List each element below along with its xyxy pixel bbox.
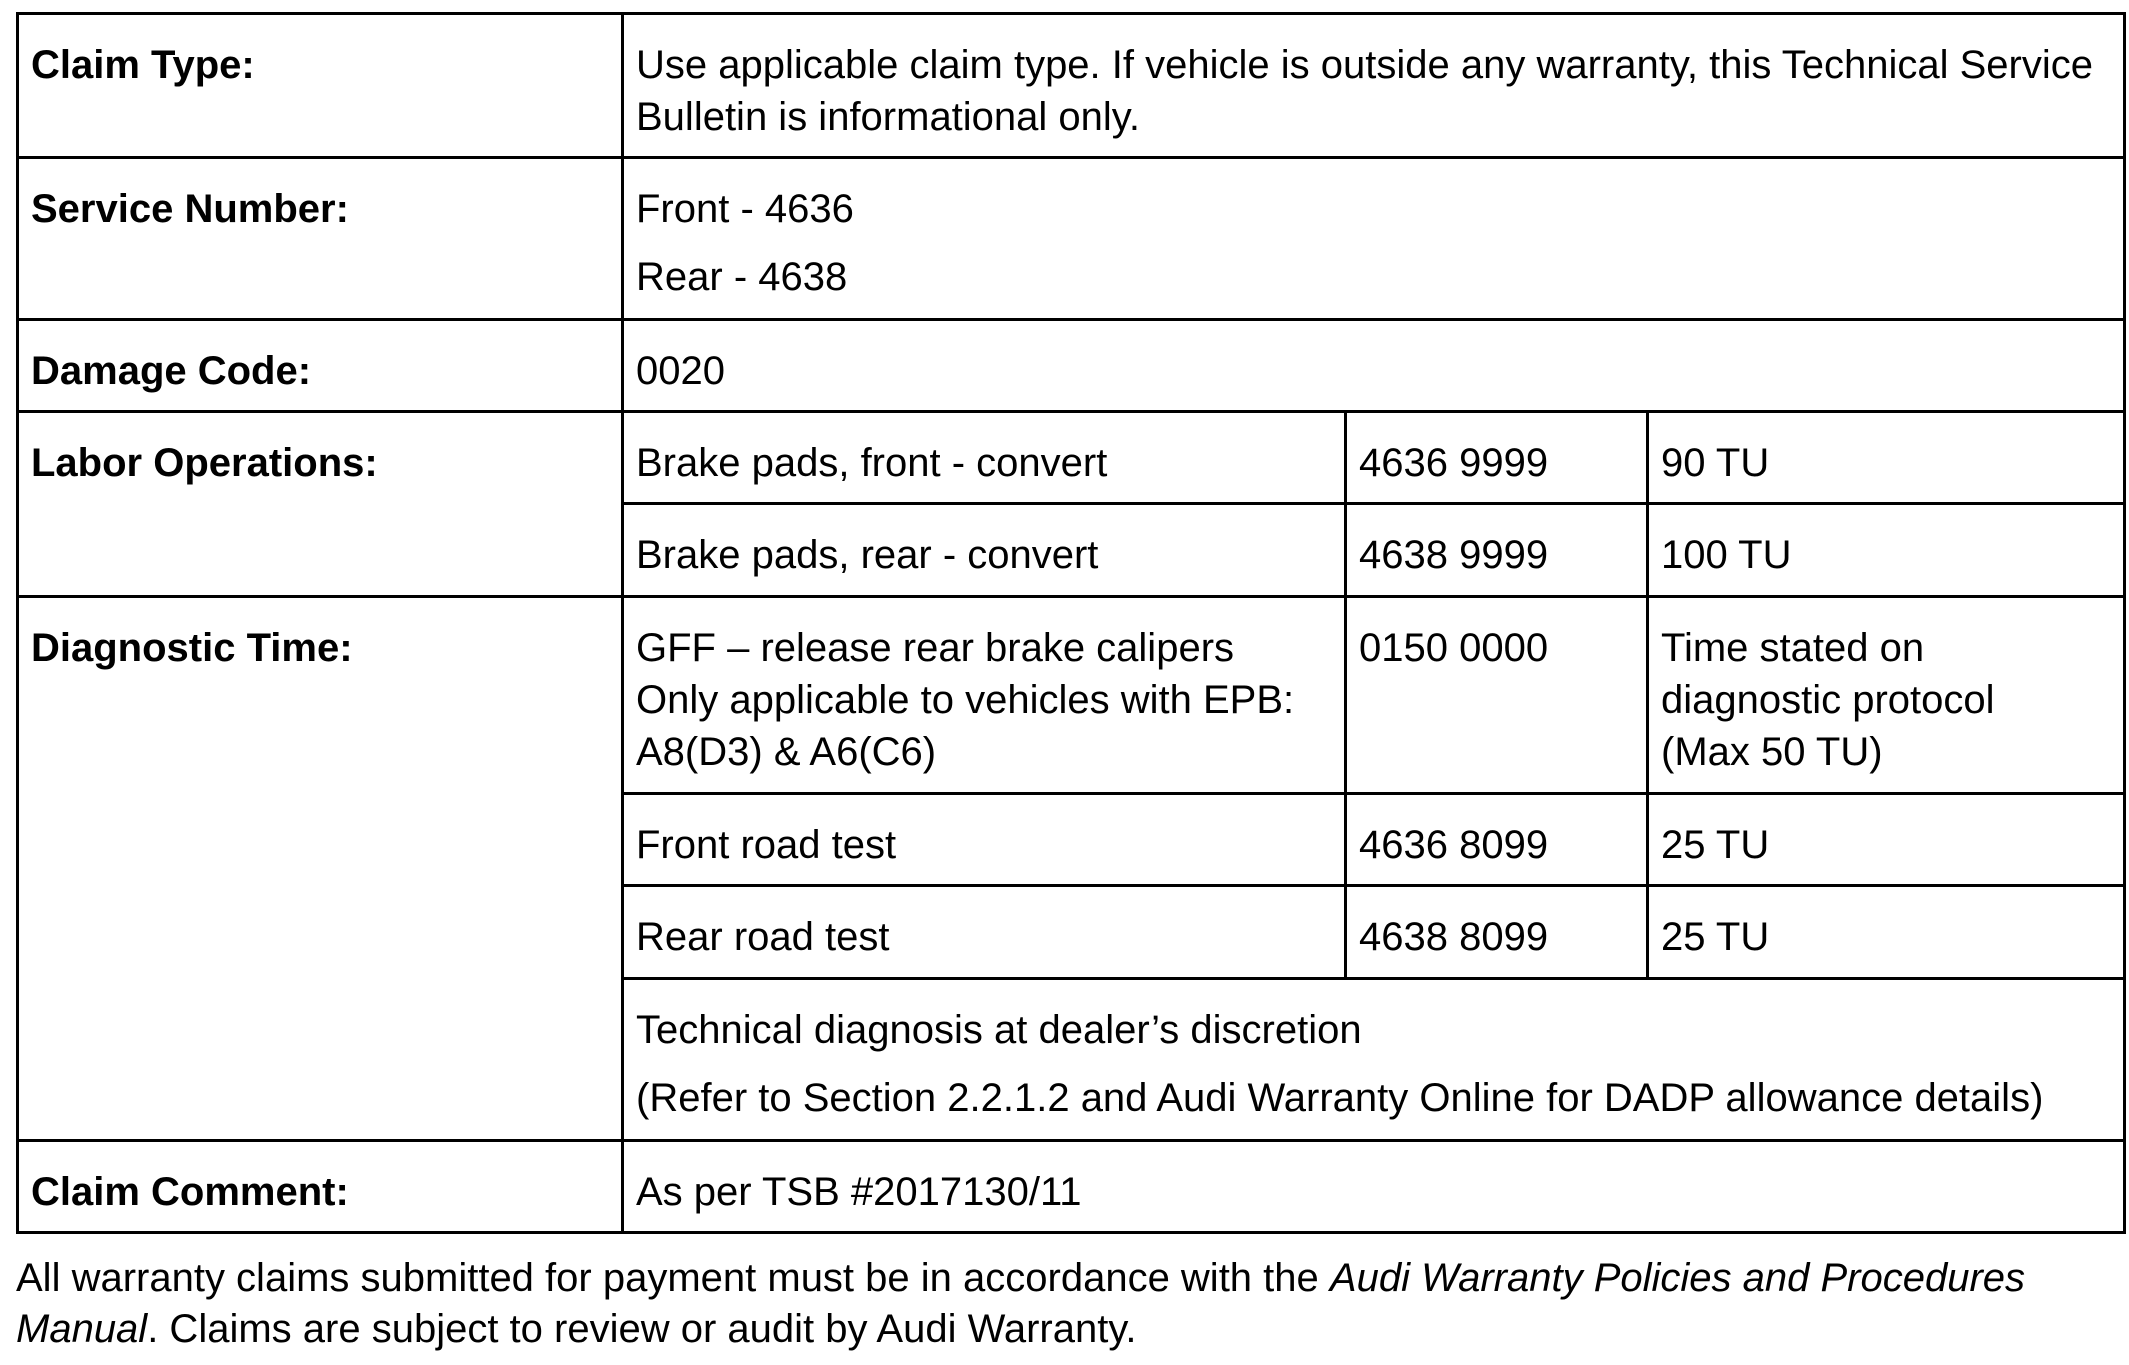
diagnostic-description: Front road test: [623, 794, 1346, 886]
diagnostic-note-line: Technical diagnosis at dealer’s discretion: [636, 1008, 1362, 1052]
diagnostic-code: 0150 0000: [1346, 597, 1648, 794]
labor-operation-code: 4636 9999: [1346, 412, 1648, 504]
diagnostic-time-value: [1648, 597, 2125, 794]
service-number-value: [623, 158, 2125, 320]
labor-operation-description: Brake pads, front - convert: [623, 412, 1346, 504]
damage-code-row: [18, 320, 2125, 412]
claim-type-value: Use applicable claim type. If vehicle is outside any warranty, this Technical Service Bulletin is informational only.: [623, 14, 2125, 158]
manual-title: Audi Warranty Policies and Procedures Manual: [16, 1256, 2026, 1351]
service-number-front: Front - 4636: [636, 187, 854, 231]
footer-text-end: . Claims are subject to review or audit by Audi Warranty.: [147, 1307, 1137, 1351]
labor-operation-time: 100 TU: [1648, 504, 2125, 597]
labor-operation-code: 4638 9999: [1346, 504, 1648, 597]
diagnostic-code: 4636 8099: [1346, 794, 1648, 886]
diagnostic-time-label: Diagnostic Time:: [18, 597, 623, 1141]
labor-operation-row: [18, 412, 2125, 504]
warranty-claim-table: [16, 12, 2126, 1234]
warranty-footer-note: [16, 1253, 2126, 1355]
diagnostic-note: [623, 979, 2125, 1141]
diagnostic-row: [18, 597, 2125, 794]
diagnostic-time-line: (Max 50 TU): [1661, 730, 1883, 774]
claim-comment-value: As per TSB #2017130/11: [623, 1141, 2125, 1233]
diagnostic-code: 4638 8099: [1346, 886, 1648, 979]
diagnostic-description: [623, 597, 1346, 794]
diagnostic-description: Rear road test: [623, 886, 1346, 979]
diagnostic-time-value: 25 TU: [1648, 794, 2125, 886]
claim-type-row: [18, 14, 2125, 158]
service-number-rear: Rear - 4638: [636, 255, 848, 299]
labor-operation-description: Brake pads, rear - convert: [623, 504, 1346, 597]
claim-comment-row: [18, 1141, 2125, 1233]
footer-text-start: All warranty claims submitted for payment must be in accordance with the: [16, 1256, 1330, 1300]
diagnostic-time-value: 25 TU: [1648, 886, 2125, 979]
claim-comment-label: Claim Comment:: [18, 1141, 623, 1233]
service-number-row: [18, 158, 2125, 320]
diagnostic-description-line: Only applicable to vehicles with EPB:: [636, 678, 1295, 722]
labor-operation-time: 90 TU: [1648, 412, 2125, 504]
damage-code-value: 0020: [623, 320, 2125, 412]
diagnostic-time-line: Time stated on: [1661, 626, 1925, 670]
labor-operations-label: Labor Operations:: [18, 412, 623, 597]
diagnostic-time-line: diagnostic protocol: [1661, 678, 1995, 722]
service-number-label: Service Number:: [18, 158, 623, 320]
diagnostic-description-line: GFF – release rear brake calipers: [636, 626, 1235, 670]
diagnostic-note-line: (Refer to Section 2.2.1.2 and Audi Warranty Online for DADP allowance details): [636, 1076, 2044, 1120]
damage-code-label: Damage Code:: [18, 320, 623, 412]
claim-type-label: Claim Type:: [18, 14, 623, 158]
diagnostic-description-line: A8(D3) & A6(C6): [636, 730, 937, 774]
